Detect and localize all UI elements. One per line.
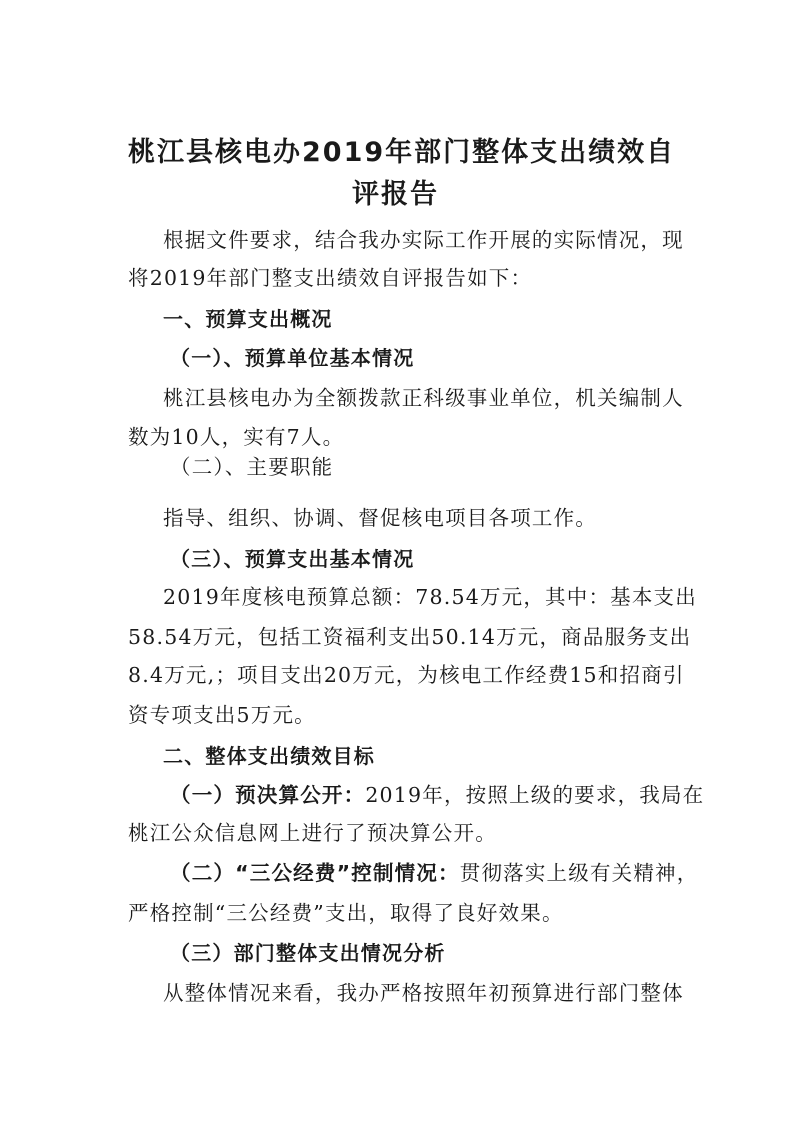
goal-1-line-2: 桃江公众信息网上进行了预决算公开。 xyxy=(128,821,497,845)
goal-1-text: 2019年，按照上级的要求，我局在 xyxy=(365,783,705,807)
document-title-line-1: 桃江县核电办2019年部门整体支出绩效自 xyxy=(128,137,676,168)
subsection-1-text-line-2: 数为10人，实有7人。 xyxy=(128,425,345,449)
subsection-3-text-line-2: 58.54万元，包括工资福利支出50.14万元，商品服务支出 xyxy=(128,625,692,649)
subsection-2-text: 指导、组织、协调、督促核电项目各项工作。 xyxy=(163,506,597,530)
goal-2-line-2: 严格控制“三公经费”支出，取得了良好效果。 xyxy=(128,901,564,925)
goal-2-text: 贯彻落实上级有关精神， xyxy=(459,861,699,885)
subsection-2-heading: （二）、主要职能 xyxy=(170,455,334,479)
subsection-3-text-line-3: 8.4万元,；项目支出20万元，为核电工作经费15和招商引 xyxy=(128,663,685,687)
goal-3-heading: （三）部门整体支出情况分析 xyxy=(170,941,446,965)
section-1-heading: 一、预算支出概况 xyxy=(163,307,333,331)
goal-3-text-line-1: 从整体情况来看，我办严格按照年初预算进行部门整体 xyxy=(163,981,684,1005)
intro-paragraph-line-1: 根据文件要求，结合我办实际工作开展的实际情况，现 xyxy=(163,228,684,252)
goal-1-line-1 xyxy=(170,782,704,808)
goal-2-label: （二）“三公经费”控制情况： xyxy=(170,861,460,885)
document-title-line-2: 评报告 xyxy=(352,179,439,210)
subsection-1-heading: （一）、预算单位基本情况 xyxy=(170,346,415,370)
intro-paragraph-line-2: 将2019年部门整支出绩效自评报告如下： xyxy=(128,266,533,290)
subsection-3-heading: （三）、预算支出基本情况 xyxy=(170,547,415,571)
subsection-1-text-line-1: 桃江县核电办为全额拨款正科级事业单位，机关编制人 xyxy=(163,386,684,410)
goal-1-label: （一）预决算公开： xyxy=(170,783,366,807)
section-2-heading: 二、整体支出绩效目标 xyxy=(163,744,375,768)
subsection-3-text-line-4: 资专项支出5万元。 xyxy=(128,703,316,727)
goal-2-line-1 xyxy=(170,860,698,886)
subsection-3-text-line-1: 2019年度核电预算总额：78.54万元，其中：基本支出 xyxy=(163,585,697,609)
